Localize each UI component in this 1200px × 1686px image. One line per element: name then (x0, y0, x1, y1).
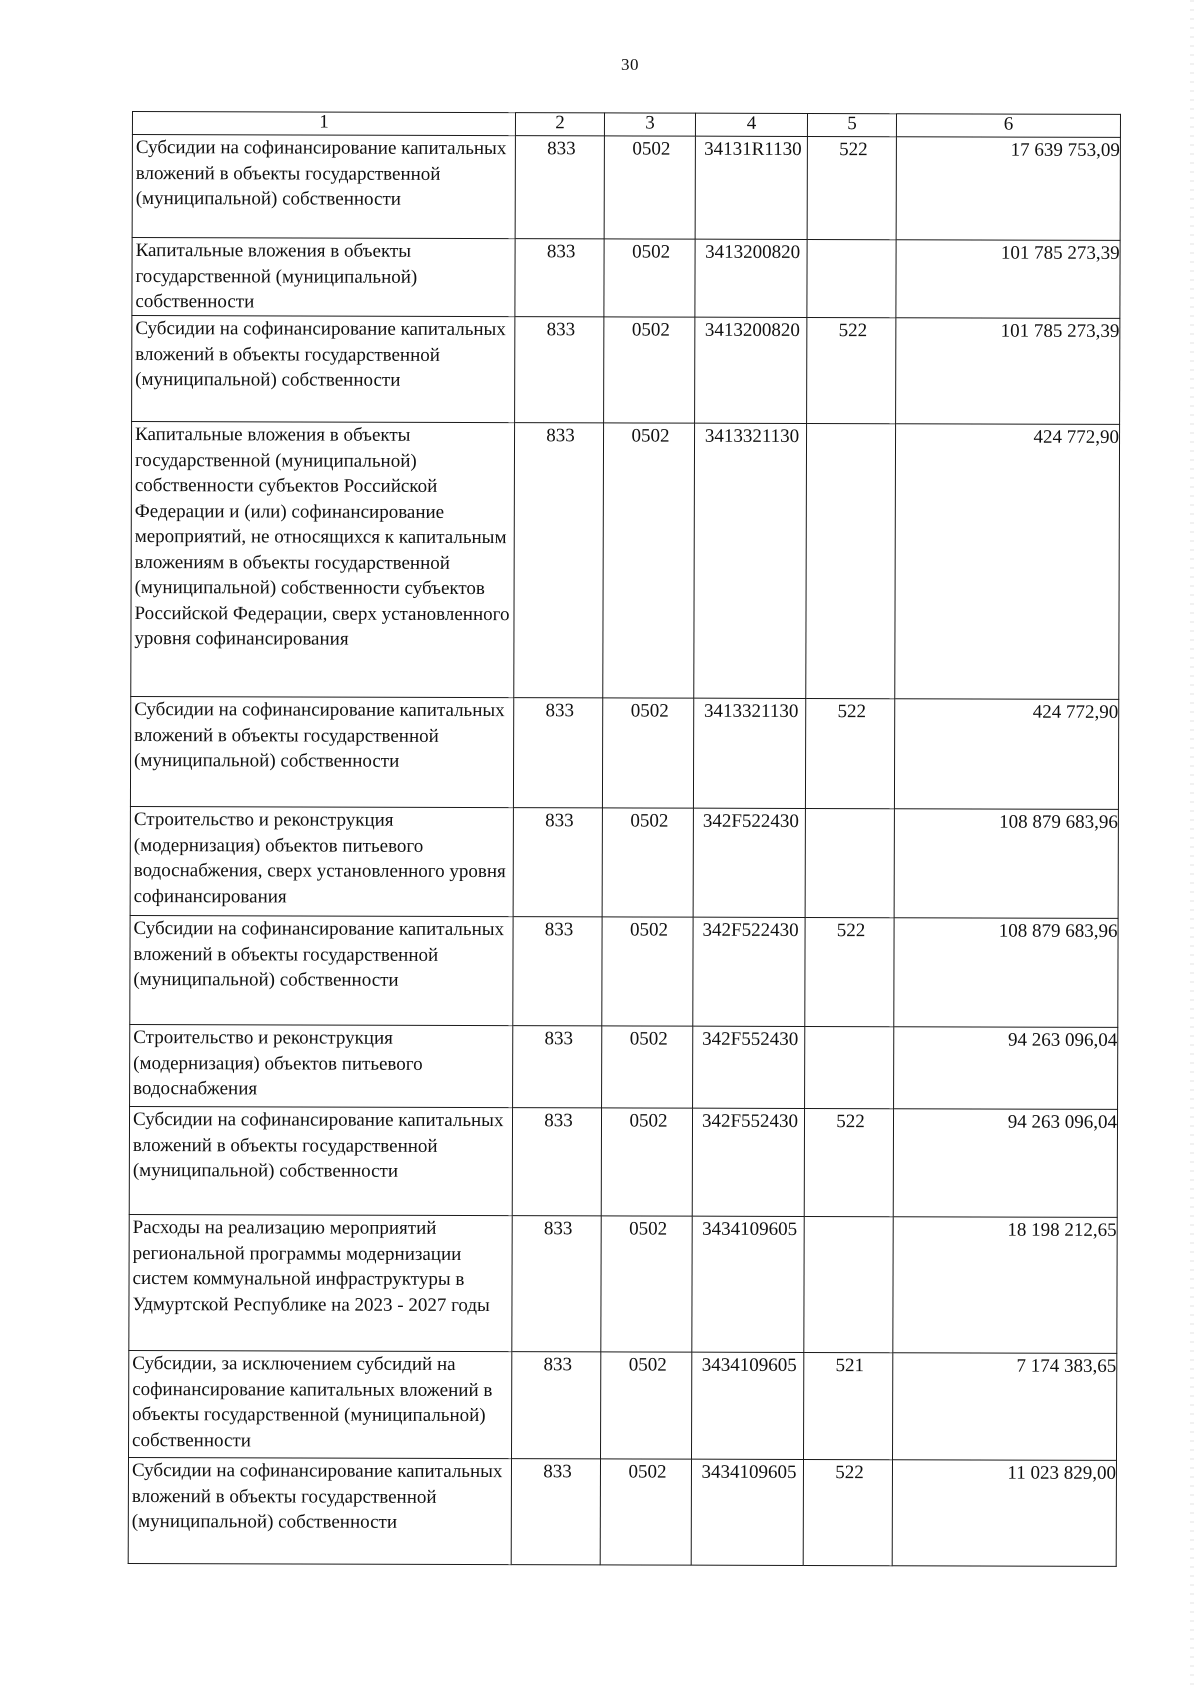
row-amount: 108 879 683,96 (894, 809, 1118, 919)
budget-table (128, 111, 1121, 1567)
row-expense-code: 521 (804, 1352, 893, 1459)
row-section-code: 0502 (602, 808, 693, 917)
row-target-code: 3413321130 (694, 423, 807, 698)
row-target-code: 342F552430 (693, 1026, 805, 1108)
row-name: Субсидии на софинансирование капитальных вложений в объекты государственной (муниципальной) собственности (130, 915, 513, 1025)
row-amount: 424 772,90 (895, 424, 1120, 700)
row-name: Строительство и реконструкция (модернизация) объектов питьевого водоснабжения (130, 1024, 513, 1107)
row-section-code: 0502 (602, 917, 693, 1026)
row-amount: 7 174 383,65 (893, 1353, 1117, 1461)
row-section-code: 0502 (600, 1459, 691, 1565)
scan-edge-artifact (1190, 0, 1194, 1686)
row-name: Капитальные вложения в объекты государственной (муниципальной) собственности (132, 238, 515, 317)
row-target-code: 3434109605 (692, 1216, 804, 1352)
row-amount: 424 772,90 (894, 699, 1118, 810)
row-amount: 108 879 683,96 (894, 918, 1118, 1028)
row-section-code: 0502 (603, 423, 695, 698)
row-target-code: 3434109605 (692, 1352, 804, 1459)
row-amount: 17 639 753,09 (896, 137, 1120, 241)
budget-table-container (128, 111, 1120, 1567)
table-row (130, 915, 1118, 1027)
row-amount: 94 263 096,04 (894, 1027, 1118, 1110)
row-expense-code (805, 1027, 894, 1109)
column-header-target: 4 (695, 113, 807, 136)
row-section-code: 0502 (602, 698, 693, 808)
row-ministry-code: 833 (513, 698, 602, 808)
row-target-code: 3413200820 (695, 317, 807, 423)
row-ministry-code: 833 (515, 317, 604, 423)
table-header-row (132, 112, 1120, 138)
row-name: Субсидии на софинансирование капитальных вложений в объекты государственной (муниципальной) собственности (132, 316, 515, 423)
column-header-section: 3 (604, 113, 695, 136)
row-ministry-code: 833 (511, 1459, 600, 1565)
column-header-expense: 5 (807, 114, 896, 137)
table-row (132, 238, 1120, 319)
row-name: Капитальные вложения в объекты государственной (муниципальной) собственности субъектов Российской Федерации и (или) софинансирование мероприятий, не относящихся к капитальным вложениям в объекты государственной (муниципальной) собственности субъектов Российской Федерации, сверх установленного уровня софинансирования (131, 422, 515, 698)
row-ministry-code: 833 (513, 808, 602, 917)
row-section-code: 0502 (601, 1352, 692, 1459)
row-ministry-code: 833 (512, 1352, 601, 1459)
row-ministry-code: 833 (514, 423, 604, 698)
row-expense-code: 522 (805, 918, 894, 1027)
row-target-code: 342F522430 (693, 808, 805, 917)
row-ministry-code: 833 (515, 136, 604, 239)
row-expense-code: 522 (805, 699, 894, 809)
row-section-code: 0502 (604, 317, 695, 423)
row-name: Субсидии, за исключением субсидий на софинансирование капитальных вложений в объекты государственной (муниципальной) собственности (129, 1350, 512, 1458)
row-name: Строительство и реконструкция (модернизация) объектов питьевого водоснабжения, сверх установленного уровня софинансирования (130, 806, 513, 916)
table-row (129, 1214, 1117, 1353)
row-ministry-code: 833 (512, 1108, 601, 1216)
table-row (131, 422, 1120, 700)
row-target-code: 342F552430 (692, 1108, 804, 1216)
table-row (130, 806, 1118, 918)
row-expense-code (804, 1216, 893, 1352)
row-section-code: 0502 (601, 1108, 692, 1216)
row-expense-code (807, 240, 896, 318)
row-ministry-code: 833 (512, 1216, 601, 1352)
row-name: Субсидии на софинансирование капитальных вложений в объекты государственной (муниципальной) собственности (129, 1106, 512, 1215)
row-amount: 11 023 829,00 (892, 1460, 1116, 1567)
row-name: Субсидии на софинансирование капитальных вложений в объекты государственной (муниципальной) собственности (128, 1457, 511, 1564)
row-expense-code (806, 424, 896, 699)
row-target-code: 3413321130 (693, 698, 805, 808)
row-expense-code: 522 (803, 1459, 892, 1565)
row-expense-code: 522 (807, 318, 896, 424)
table-row (130, 696, 1118, 809)
row-target-code: 3413200820 (695, 239, 807, 317)
table-row (129, 1106, 1117, 1217)
row-amount: 101 785 273,39 (896, 240, 1120, 319)
row-name: Субсидии на софинансирование капитальных вложений в объекты государственной (муниципальной) собственности (130, 696, 513, 807)
row-target-code: 34131R1130 (695, 136, 807, 239)
row-ministry-code: 833 (513, 917, 602, 1026)
column-header-ministry: 2 (515, 113, 604, 136)
column-header-amount: 6 (896, 114, 1120, 138)
row-name: Расходы на реализацию мероприятий региональной программы модернизации систем коммунальной инфраструктуры в Удмуртской Республике на 2023 - 2027 годы (129, 1214, 512, 1351)
row-amount: 94 263 096,04 (893, 1109, 1117, 1218)
row-amount: 101 785 273,39 (896, 318, 1120, 425)
table-row (129, 1350, 1117, 1460)
row-ministry-code: 833 (513, 1026, 602, 1108)
table-row (132, 135, 1120, 241)
row-name: Субсидии на софинансирование капитальных вложений в объекты государственной (муниципальной) собственности (132, 135, 515, 239)
column-header-name: 1 (132, 112, 515, 136)
page-number: 30 (621, 55, 639, 74)
row-amount: 18 198 212,65 (893, 1217, 1117, 1354)
table-row (132, 316, 1120, 425)
row-ministry-code: 833 (515, 239, 604, 317)
row-target-code: 3434109605 (691, 1459, 803, 1565)
row-section-code: 0502 (604, 136, 695, 239)
row-expense-code: 522 (807, 137, 896, 240)
row-target-code: 342F522430 (693, 917, 805, 1026)
table-row (130, 1024, 1118, 1109)
row-section-code: 0502 (604, 239, 695, 317)
row-expense-code (805, 809, 894, 918)
row-expense-code: 522 (804, 1108, 893, 1216)
row-section-code: 0502 (602, 1026, 693, 1108)
table-row (128, 1457, 1116, 1566)
row-section-code: 0502 (601, 1216, 692, 1352)
